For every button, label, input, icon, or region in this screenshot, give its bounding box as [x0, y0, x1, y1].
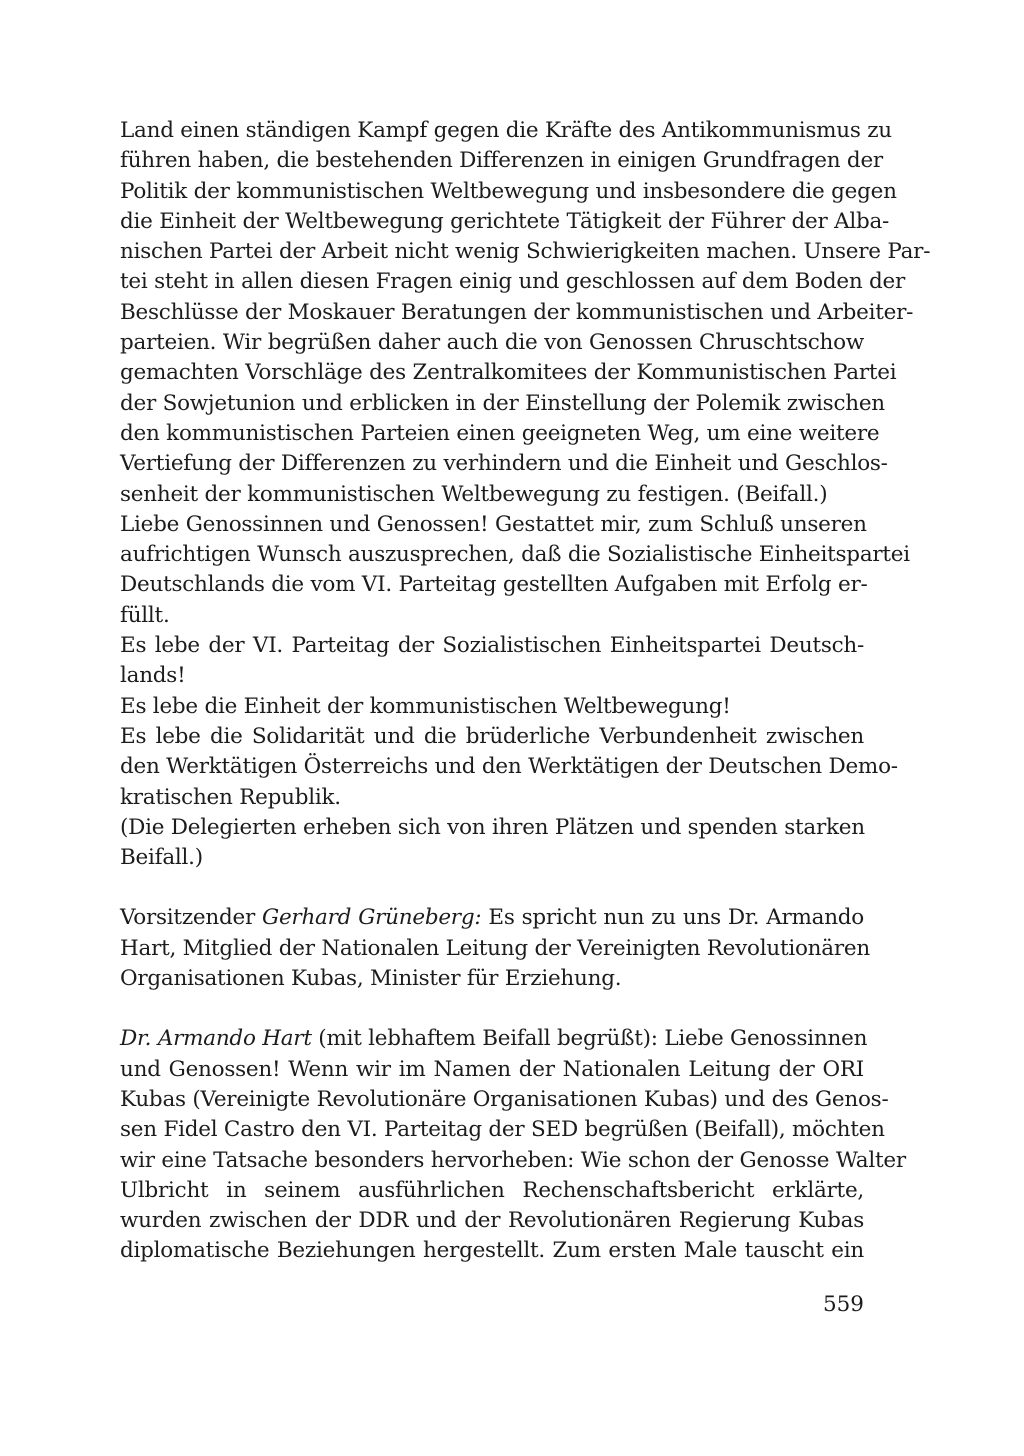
chair-line-rest: Es spricht nun zu uns Dr. Armando	[481, 905, 865, 931]
paragraph-4	[120, 692, 864, 722]
text-line: (Die Delegierten erheben sich von ihren Plätzen und spenden starken	[120, 814, 865, 840]
text-line: füllt.	[120, 602, 170, 628]
text-line: senheit der kommunistischen Weltbewegung zu festigen. (Beifall.)	[120, 481, 828, 507]
text-line: der Sowjetunion und erblicken in der Einstellung der Polemik zwischen	[120, 390, 885, 416]
text-line: Land einen ständigen Kampf gegen die Kräfte des Antikommunismus zu	[120, 118, 892, 143]
text-line	[120, 903, 864, 933]
text-line: diplomatische Beziehungen hergestellt. Zum ersten Male tauscht ein	[120, 1238, 864, 1264]
paragraph-5	[120, 722, 898, 813]
text-line: Es lebe der VI. Parteitag der Sozialistischen Einheitspartei Deutsch-	[120, 633, 864, 659]
text-line: tei steht in allen diesen Fragen einig und geschlossen auf dem Boden der	[120, 269, 906, 295]
speaker-name: Dr. Armando Hart	[120, 1026, 312, 1052]
text-line: Beschlüsse der Moskauer Beratungen der kommunistischen und Arbeiter-	[120, 299, 914, 325]
text-line: Ulbricht in seinem ausführlichen Rechenschaftsbericht erklärte,	[120, 1177, 864, 1203]
text-line: Organisationen Kubas, Minister für Erziehung.	[120, 966, 622, 992]
text-line	[120, 1024, 868, 1054]
text-line: Hart, Mitglied der Nationalen Leitung der Vereinigten Revolutionären	[120, 935, 870, 961]
section-gap	[120, 994, 864, 1024]
text-line: und Genossen! Wenn wir im Namen der Nationalen Leitung der ORI	[120, 1056, 864, 1082]
text-line: parteien. Wir begrüßen daher auch die von Genossen Chruschtschow	[120, 330, 864, 356]
section-gap	[120, 873, 864, 903]
speech-hart	[120, 1024, 906, 1266]
text-line: Es lebe die Solidarität und die brüderliche Verbundenheit zwischen	[120, 723, 864, 749]
paragraph-1	[120, 116, 931, 510]
text-line: lands!	[120, 663, 186, 689]
text-line: Kubas (Vereinigte Revolutionäre Organisationen Kubas) und des Genos-	[120, 1086, 889, 1112]
text-line: Es lebe die Einheit der kommunistischen Weltbewegung!	[120, 693, 731, 719]
text-line: den Werktätigen Österreichs und den Werktätigen der Deutschen Demo-	[120, 754, 898, 780]
text-line: nischen Partei der Arbeit nicht wenig Schwierigkeiten machen. Unsere Par-	[120, 239, 931, 265]
paragraph-6	[120, 813, 864, 874]
text-line: Beifall.)	[120, 845, 203, 871]
text-line: kratischen Republik.	[120, 784, 341, 810]
paragraph-2	[120, 510, 910, 631]
text-line: wir eine Tatsache besonders hervorheben: Wie schon der Genosse Walter	[120, 1147, 906, 1173]
text-line: führen haben, die bestehenden Differenzen in einigen Grundfragen der	[120, 148, 883, 174]
page-number: 559	[822, 1292, 864, 1317]
speech-line-rest: (mit lebhaftem Beifall begrüßt): Liebe Genossinnen	[311, 1026, 868, 1052]
text-line: sen Fidel Castro den VI. Parteitag der SED begrüßen (Beifall), möchten	[120, 1117, 885, 1143]
speaker-name: Gerhard Grüneberg:	[262, 905, 482, 931]
body-text	[120, 116, 931, 1267]
text-line: die Einheit der Weltbewegung gerichtete Tätigkeit der Führer der Alba-	[120, 208, 890, 234]
text-line: wurden zwischen der DDR und der Revolutionären Regierung Kubas	[120, 1208, 864, 1234]
text-line: aufrichtigen Wunsch auszusprechen, daß die Sozialistische Einheitspartei	[120, 542, 910, 568]
text-line: Politik der kommunistischen Weltbewegung und insbesondere die gegen	[120, 178, 897, 204]
text-line: Liebe Genossinnen und Genossen! Gestattet mir, zum Schluß unseren	[120, 511, 867, 537]
text-line: Deutschlands die vom VI. Parteitag gestellten Aufgaben mit Erfolg er-	[120, 572, 868, 598]
text-line: den kommunistischen Parteien einen geeigneten Weg, um eine weitere	[120, 420, 880, 446]
text-line: Vertiefung der Differenzen zu verhindern und die Einheit und Geschlos-	[120, 451, 888, 477]
paragraph-3	[120, 631, 864, 692]
chair-prefix: Vorsitzender	[120, 905, 263, 931]
text-line: gemachten Vorschläge des Zentralkomitees der Kommunistischen Partei	[120, 360, 897, 386]
chair-intro	[120, 903, 870, 994]
